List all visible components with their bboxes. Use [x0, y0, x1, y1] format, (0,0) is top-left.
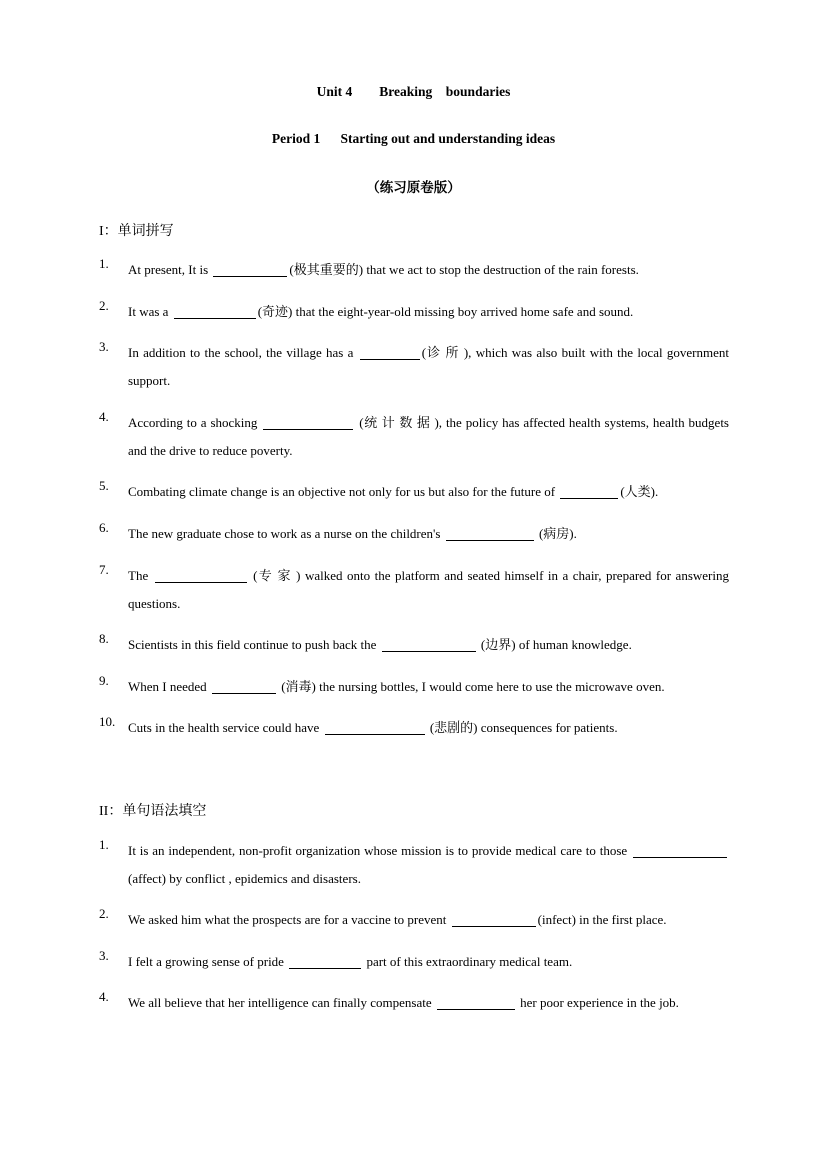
answer-blank[interactable]: [360, 345, 420, 360]
item-text-before: According to a shocking: [128, 415, 262, 430]
item-number: 7.: [99, 562, 109, 577]
section-heading-spelling: I：单词拼写: [99, 224, 174, 239]
item-number: 10.: [99, 714, 116, 729]
item-number: 1.: [99, 837, 109, 852]
list-item: [99, 520, 729, 548]
item-text-before: At present, It is: [128, 262, 212, 277]
answer-blank[interactable]: [213, 262, 287, 277]
item-text-after: her poor experience in the job.: [516, 995, 679, 1010]
item-text-before: The: [128, 568, 153, 583]
answer-blank[interactable]: [446, 526, 534, 541]
list-item: [99, 631, 729, 659]
item-text-after: (统 计 数 据 ), the policy has affected health systems, health budgets and the drive to reduce poverty.: [128, 415, 729, 458]
item-number: 2.: [99, 906, 109, 921]
list-item: [99, 714, 729, 742]
item-text-after: (消毒) the nursing bottles, I would come here to use the microwave oven.: [277, 679, 665, 694]
item-text-after: (affect) by conflict , epidemics and disasters.: [128, 871, 361, 886]
list-item: [99, 948, 729, 976]
answer-blank[interactable]: [289, 954, 361, 969]
edition-label: （练习原卷版）: [366, 180, 461, 195]
list-item: [99, 339, 729, 395]
answer-blank[interactable]: [263, 415, 353, 430]
answer-blank[interactable]: [382, 637, 476, 652]
list-item: [99, 673, 729, 701]
answer-blank[interactable]: [155, 568, 247, 583]
item-number: 4.: [99, 989, 109, 1004]
item-text-before: In addition to the school, the village has a: [128, 345, 358, 360]
period-subtitle: Period 1 Starting out and understanding ideas: [271, 131, 556, 146]
item-text-after: (诊 所 ), which was also built with the local government support.: [128, 345, 729, 388]
item-text-before: It was a: [128, 304, 172, 319]
unit-title: Unit 4 Breaking boundaries: [316, 84, 511, 99]
item-text-after: (边界) of human knowledge.: [477, 637, 632, 652]
list-item: [99, 989, 729, 1017]
section-heading-grammar: II：单句语法填空: [99, 804, 207, 819]
item-text-before: The new graduate chose to work as a nurse on the children's: [128, 526, 444, 541]
item-text-before: We all believe that her intelligence can finally compensate: [128, 995, 435, 1010]
item-number: 9.: [99, 673, 109, 688]
list-item: [99, 409, 729, 465]
answer-blank[interactable]: [633, 843, 727, 858]
answer-blank[interactable]: [174, 304, 256, 319]
item-text-after: part of this extraordinary medical team.: [363, 954, 573, 969]
item-text-after: (人类).: [620, 484, 659, 499]
item-text-after: (极其重要的) that we act to stop the destruction of the rain forests.: [289, 262, 639, 277]
item-text-before: Scientists in this field continue to push back the: [128, 637, 380, 652]
item-number: 4.: [99, 409, 109, 424]
item-number: 8.: [99, 631, 109, 646]
list-item: [99, 256, 729, 284]
item-number: 5.: [99, 478, 109, 493]
item-text-after: (专 家 ) walked onto the platform and seated himself in a chair, prepared for answering questions.: [128, 568, 729, 611]
answer-blank[interactable]: [212, 679, 276, 694]
answer-blank[interactable]: [325, 720, 425, 735]
item-number: 3.: [99, 339, 109, 354]
item-number: 2.: [99, 298, 109, 313]
item-text-before: I felt a growing sense of pride: [128, 954, 288, 969]
list-item: [99, 298, 729, 326]
item-text-before: It is an independent, non-profit organization whose mission is to provide medical care to those: [128, 843, 631, 858]
item-number: 6.: [99, 520, 109, 535]
list-item: [99, 837, 729, 893]
item-text-after: (悲剧的) consequences for patients.: [426, 720, 618, 735]
answer-blank[interactable]: [560, 484, 618, 499]
item-text-after: (病房).: [535, 526, 577, 541]
item-text-before: We asked him what the prospects are for a vaccine to prevent: [128, 912, 450, 927]
item-number: 3.: [99, 948, 109, 963]
list-item: [99, 478, 729, 506]
item-text-before: Cuts in the health service could have: [128, 720, 323, 735]
item-number: 1.: [99, 256, 109, 271]
item-text-before: Combating climate change is an objective not only for us but also for the future of: [128, 484, 559, 499]
answer-blank[interactable]: [437, 995, 515, 1010]
item-text-after: (infect) in the first place.: [537, 912, 667, 927]
list-item: [99, 906, 729, 934]
item-text-after: (奇迹) that the eight-year-old missing boy arrived home safe and sound.: [257, 304, 634, 319]
list-item: [99, 562, 729, 618]
answer-blank[interactable]: [452, 912, 536, 927]
item-text-before: When I needed: [128, 679, 210, 694]
